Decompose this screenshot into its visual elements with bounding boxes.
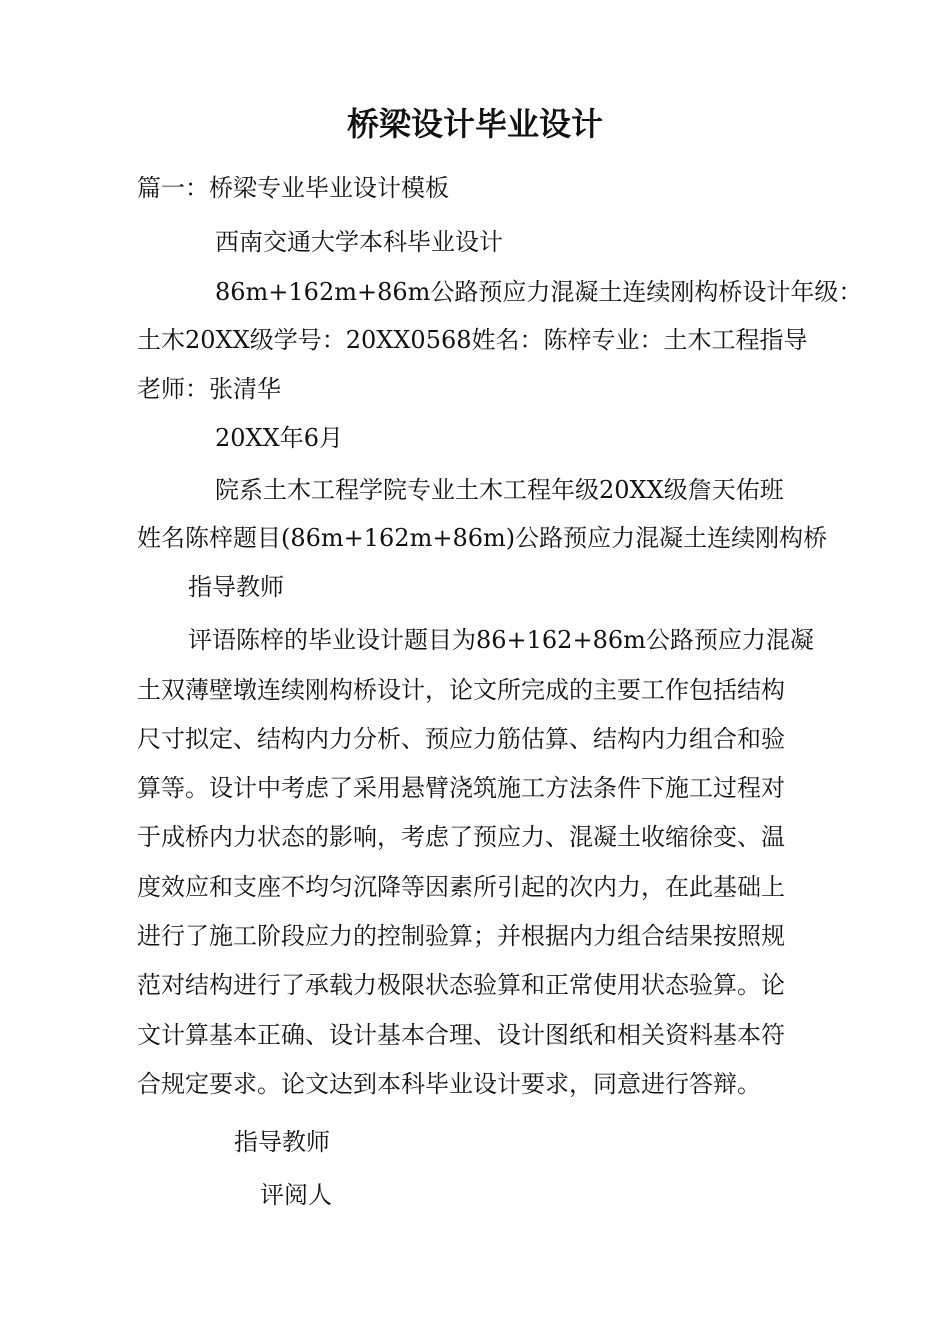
section-heading: 篇一：桥梁专业毕业设计模板 bbox=[137, 174, 449, 202]
paragraph-line: 范对结构进行了承载力极限状态验算和正常使用状态验算。论 bbox=[137, 971, 785, 999]
reviewer-label: 评阅人 bbox=[260, 1181, 332, 1209]
paragraph-line: 86m+162m+86m公路预应力混凝土连续刚构桥设计年级： bbox=[215, 278, 863, 306]
paragraph-line: 土双薄壁墩连续刚构桥设计，论文所完成的主要工作包括结构 bbox=[137, 676, 785, 704]
paragraph-line: 于成桥内力状态的影响，考虑了预应力、混凝土收缩徐变、温 bbox=[137, 823, 785, 851]
paragraph-line: 评语陈梓的毕业设计题目为86+162+86m公路预应力混凝 bbox=[188, 626, 814, 654]
paragraph-line: 算等。设计中考虑了采用悬臂浇筑施工方法条件下施工过程对 bbox=[137, 774, 785, 802]
university-line: 西南交通大学本科毕业设计 bbox=[215, 228, 503, 256]
date-line: 20XX年6月 bbox=[215, 424, 343, 452]
paragraph-line: 进行了施工阶段应力的控制验算；并根据内力组合结果按照规 bbox=[137, 922, 785, 950]
advisor-label: 指导教师 bbox=[188, 573, 284, 601]
paragraph-line: 土木20XX级学号：20XX0568姓名：陈梓专业：土木工程指导 bbox=[137, 326, 808, 354]
paragraph-line: 文计算基本正确、设计基本合理、设计图纸和相关资料基本符 bbox=[137, 1021, 785, 1049]
page-title: 桥梁设计毕业设计 bbox=[346, 105, 603, 143]
advisor-signature-label: 指导教师 bbox=[234, 1128, 330, 1156]
paragraph-line: 合规定要求。论文达到本科毕业设计要求，同意进行答辩。 bbox=[137, 1070, 761, 1098]
paragraph-line: 尺寸拟定、结构内力分析、预应力筋估算、结构内力组合和验 bbox=[137, 725, 785, 753]
paragraph-line: 老师：张清华 bbox=[137, 375, 281, 403]
paragraph-line: 院系土木工程学院专业土木工程年级20XX级詹天佑班 bbox=[215, 476, 784, 504]
paragraph-line: 姓名陈梓题目(86m+162m+86m)公路预应力混凝土连续刚构桥 bbox=[137, 524, 828, 552]
paragraph-line: 度效应和支座不均匀沉降等因素所引起的次内力，在此基础上 bbox=[137, 873, 785, 901]
